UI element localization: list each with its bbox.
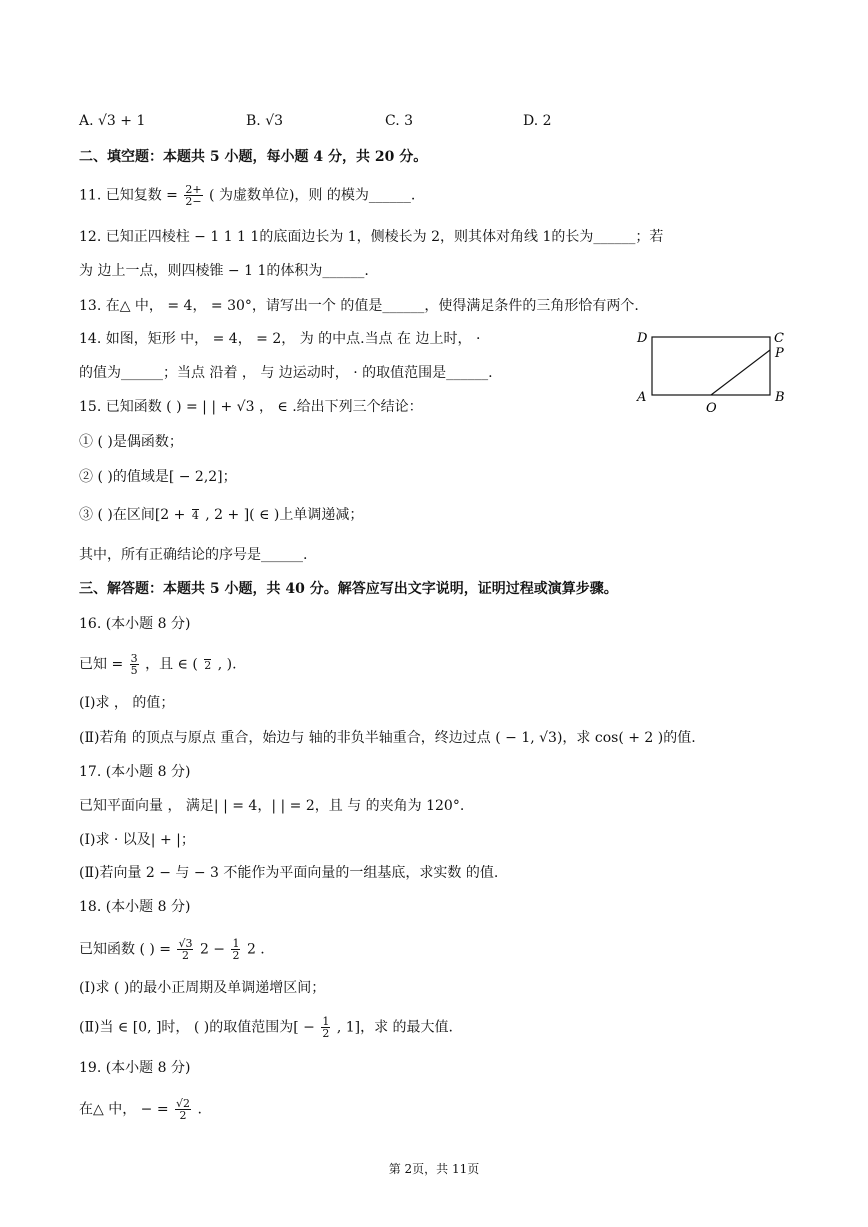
- q16-given-prefix: 已知 =: [79, 656, 128, 673]
- q15-c3-suffix: , 2 + ]( ∈ )上单调递减；: [205, 507, 364, 523]
- q11-suffix: ( 为虚数单位)，则 的模为______.: [209, 187, 416, 204]
- q16-given-mid: ，且 ∈ (: [145, 656, 198, 673]
- rectangle-figure: [632, 326, 792, 416]
- q16-fraction-1: [130, 653, 139, 676]
- question-18-part-1: (Ⅰ)求 ( )的最小正周期及单调递增区间；: [79, 980, 326, 996]
- question-16-given: [79, 653, 237, 676]
- q18-given-suffix: 2 .: [246, 941, 265, 958]
- q11-fraction: [184, 184, 202, 207]
- question-14-line-2: 的值为______；当点 沿着 ， 与 边运动时， · 的取值范围是______.: [79, 365, 493, 381]
- question-15-conclusion-1: ① ( )是偶函数；: [79, 434, 183, 450]
- q18-given-prefix: 已知函数 ( ) =: [79, 941, 176, 958]
- page-footer: 第 2页，共 11页: [388, 1162, 480, 1176]
- option-a: A. √3 + 1: [79, 113, 146, 129]
- q18-given-mid: 2 −: [199, 941, 230, 958]
- q11-frac-num: 2+: [185, 183, 202, 196]
- rectangle-abcd: [652, 337, 770, 395]
- question-15-conclusion-2: ② ( )的值域是[ − 2,2]；: [79, 469, 237, 485]
- q11-frac-den: 2−: [185, 195, 202, 208]
- q18-part2-frac-num: 1: [322, 1015, 330, 1028]
- question-18-part-2: [79, 1016, 453, 1039]
- question-18-title: 18. (本小题 8 分): [79, 899, 191, 915]
- q18-part2-suffix: , 1]，求 的最大值.: [336, 1019, 453, 1036]
- q16-fraction-2: [204, 659, 211, 671]
- label-a: A: [637, 390, 647, 405]
- q18-fraction-1: [177, 938, 193, 961]
- question-16-title: 16. (本小题 8 分): [79, 616, 191, 632]
- q16-frac-den: 5: [130, 664, 138, 677]
- q18-frac-num: √3: [178, 937, 193, 950]
- q18-frac-den: 2: [181, 949, 189, 962]
- section-heading-solutions: 三、解答题：本题共 5 小题，共 40 分。解答应写出文字说明，证明过程或演算步骤。: [79, 581, 618, 597]
- question-18-given: [79, 938, 265, 961]
- label-c: C: [774, 331, 784, 346]
- question-12-line-1: 12. 已知正四棱柱 − 1 1 1 1的底面边长为 1，侧棱长为 2，则其体对角线 1的长为______；若: [79, 229, 664, 245]
- q19-given-suffix: .: [197, 1101, 202, 1118]
- q18-frac2-num: 1: [232, 937, 240, 950]
- q19-given-prefix: 在△ 中， − =: [79, 1101, 174, 1118]
- q15-c3-fraction: [192, 509, 199, 521]
- question-17-given: 已知平面向量 ， 满足| | = 4，| | = 2，且 与 的夹角为 120°.: [79, 798, 465, 814]
- question-12-line-2: 为 边上一点，则四棱锥 − 1 1的体积为______.: [79, 263, 369, 279]
- q16-given-suffix: , ).: [217, 656, 237, 673]
- question-16-part-1: (Ⅰ)求 ， 的值；: [79, 695, 175, 711]
- q15-c3-frac-den: 4: [191, 509, 199, 522]
- question-14-line-1: 14. 如图，矩形 中， = 4， = 2， 为 的中点.当点 在 边上时， ·: [79, 331, 481, 347]
- q18-frac2-den: 2: [232, 949, 240, 962]
- question-15-line-1: 15. 已知函数 ( ) = | | + √3 ， ∈ .给出下列三个结论：: [79, 399, 423, 415]
- q15-c3-prefix: ③ ( )在区间[2 +: [79, 507, 190, 523]
- option-c: C. 3: [385, 113, 414, 129]
- q11-prefix: 11. 已知复数 =: [79, 187, 178, 204]
- label-o: O: [706, 401, 717, 416]
- question-15-conclusion-prompt: 其中，所有正确结论的序号是______.: [79, 547, 308, 563]
- question-13: 13. 在△ 中， = 4， = 30°，请写出一个 的值是______，使得满足条件的三角形恰有两个.: [79, 298, 639, 314]
- question-17-part-1: (Ⅰ)求 · 以及| + |；: [79, 832, 195, 848]
- question-17-part-2: (Ⅱ)若向量 2 − 与 − 3 不能作为平面向量的一组基底，求实数 的值.: [79, 865, 499, 881]
- label-d: D: [637, 331, 648, 346]
- question-16-part-2: (Ⅱ)若角 的顶点与原点 重合，始边与 轴的非负半轴重合，终边过点 ( − 1, √3)，求 cos( + 2 )的值.: [79, 730, 696, 746]
- question-15-conclusion-3: [79, 505, 363, 525]
- q18-fraction-2: [231, 938, 240, 961]
- q19-frac-num: √2: [176, 1097, 191, 1110]
- question-19-title: 19. (本小题 8 分): [79, 1060, 191, 1076]
- q16-frac-num: 3: [130, 652, 138, 665]
- q19-frac-den: 2: [179, 1109, 187, 1122]
- section-heading-fill-in: 二、填空题：本题共 5 小题，每小题 4 分，共 20 分。: [79, 149, 428, 165]
- segment-op: [711, 350, 770, 395]
- option-b: B. √3: [246, 113, 284, 129]
- q18-part2-frac-den: 2: [322, 1027, 330, 1040]
- q18-part2-prefix: (Ⅱ)当 ∈ [0, ]时， ( )的取值范围为[ −: [79, 1019, 320, 1036]
- q18-part2-fraction: [321, 1016, 330, 1039]
- q19-fraction: [175, 1098, 191, 1121]
- question-17-title: 17. (本小题 8 分): [79, 764, 191, 780]
- label-b: B: [775, 390, 785, 405]
- label-p: P: [775, 346, 784, 361]
- question-19-given: [79, 1098, 202, 1121]
- question-11: [79, 184, 415, 207]
- q16-frac2-den: 2: [204, 658, 212, 672]
- option-d: D. 2: [523, 113, 552, 129]
